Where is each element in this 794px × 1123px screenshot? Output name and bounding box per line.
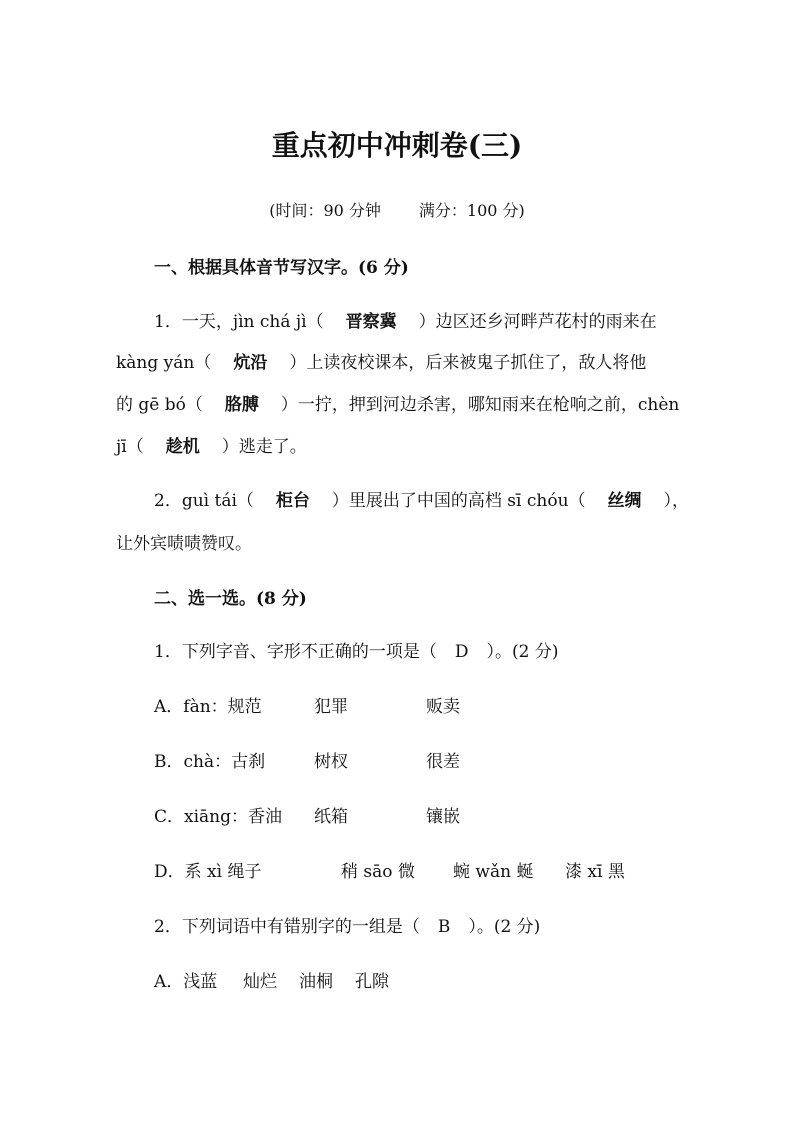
s2-q1-option-c-3: 镶嵌 [426,807,460,827]
section-2-heading: 二、选一选。(8 分) [154,589,307,609]
answer-blank: D [454,642,469,662]
s2-q1-option-a-1: A．fàn：规范 [154,697,262,717]
s2-q1-option-b-2: 树杈 [314,752,348,772]
s2-q2-option-a-4: 孔隙 [355,972,389,992]
answer-blank: 晋察冀 [345,312,397,332]
full-score: 满分：100 分) [418,201,525,220]
s2-q1-option-a-2: 犯罪 [314,697,348,717]
s2-q2-option-a-2: 灿烂 [243,972,277,992]
answer-blank: 胳膊 [224,395,259,415]
s1-q2-line-2: 让外宾啧啧赞叹。 [116,534,252,554]
answer-blank: 趁机 [165,437,200,457]
s2-q1-option-b-3: 很差 [426,752,460,772]
s2-q2-stem: 2．下列词语中有错别字的一组是（ B ）。(2 分) [154,917,541,937]
s1-q1-line-4: jī（ 趁机 ）逃走了。 [116,437,307,457]
s2-q1-stem: 1．下列字音、字形不正确的一项是（ D ）。(2 分) [154,642,559,662]
s2-q1-option-d-2: 稍 sāo 微 [341,862,415,882]
s1-q2-line-1: 2．guì tái（ 柜台 ）里展出了中国的高档 sī chóu（ 丝绸 ）， [154,491,690,511]
s2-q1-option-b-1: B．chà：古刹 [154,752,266,772]
s2-q2-option-a-1: A．浅蓝 [154,972,218,992]
s2-q1-option-d-3: 蜿 wǎn 蜒 [453,862,534,882]
exam-meta [0,200,794,222]
answer-blank: 炕沿 [233,353,268,373]
s2-q1-option-c-1: C．xiāng：香油 [154,807,282,827]
answer-blank: 柜台 [275,491,310,511]
s1-q1-line-2: kàng yán（ 炕沿 ）上读夜校课本，后来被鬼子抓住了，敌人将他 [116,353,647,373]
answer-blank: 丝绸 [607,491,642,511]
s2-q1-option-a-3: 贩卖 [426,697,460,717]
time-limit: (时间：90 分钟 [269,201,381,220]
answer-blank: B [437,917,451,937]
s2-q2-option-a-3: 油桐 [299,972,333,992]
s2-q1-option-c-2: 纸箱 [314,807,348,827]
s2-q1-option-d-1: D．系 xì 绳子 [154,862,262,882]
s2-q1-option-d-4: 漆 xī 黑 [565,862,625,882]
s1-q1-line-1: 1．一天，jìn chá jì（ 晋察冀 ）边区还乡河畔芦花村的雨来在 [154,312,657,332]
s1-q1-line-3: 的 gē bó（ 胳膊 ）一拧，押到河边杀害，哪知雨来在枪响之前，chèn [116,395,680,415]
page-title: 重点初中冲刺卷(三) [271,129,523,162]
section-1-heading: 一、根据具体音节写汉字。(6 分) [154,258,409,278]
